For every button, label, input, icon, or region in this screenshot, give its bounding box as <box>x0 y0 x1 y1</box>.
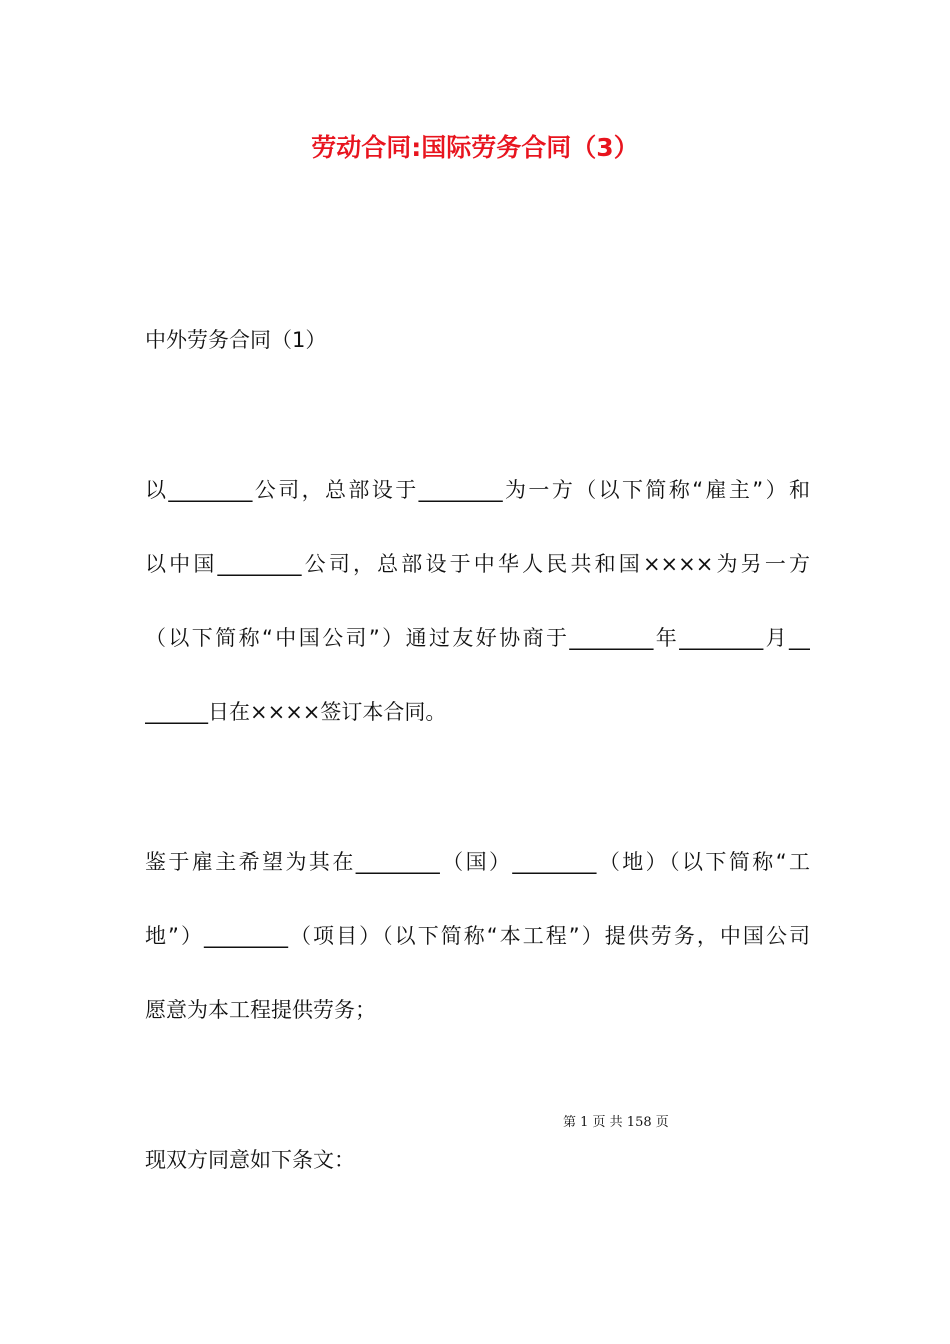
paragraph-line: 鉴于雇主希望为其在________（国）________（地）（以下简称“工 <box>145 850 810 874</box>
page-number-footer: 第 1 页 共 158 页 <box>563 1115 669 1130</box>
contract-subtitle: 中外劳务合同（1） <box>145 328 327 352</box>
paragraph-line: 愿意为本工程提供劳务； <box>145 998 376 1022</box>
paragraph-line: 地”）________（项目）（以下简称“本工程”）提供劳务，中国公司 <box>145 924 810 948</box>
paragraph-agreement: 现双方同意如下条文： <box>145 1148 355 1172</box>
paragraph-line: ______日在××××签订本合同。 <box>145 700 447 724</box>
document-title: 劳动合同:国际劳务合同（3） <box>311 133 639 162</box>
paragraph-line: 以中国________公司，总部设于中华人民共和国××××为另一方 <box>145 552 810 576</box>
paragraph-line: 以________公司，总部设于________为一方（以下简称“雇主”）和 <box>145 478 810 502</box>
paragraph-line: （以下简称“中国公司”）通过友好协商于________年________月__ <box>145 626 810 650</box>
